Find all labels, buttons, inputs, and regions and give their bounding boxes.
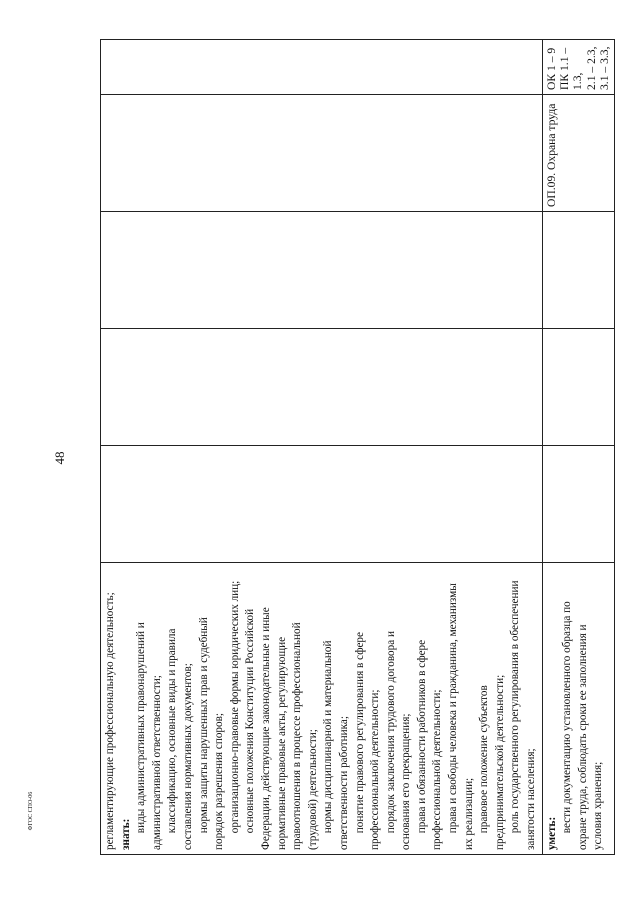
text-line: (трудовой) деятельности; bbox=[306, 729, 319, 850]
empty-cell bbox=[101, 212, 543, 329]
text-line: порядок разрешения споров; bbox=[213, 713, 226, 850]
text-line: уметь: bbox=[545, 816, 558, 850]
text-line: основания его прекращения; bbox=[400, 713, 413, 850]
standard-table bbox=[100, 39, 615, 855]
document-sheet bbox=[100, 40, 612, 855]
empty-cell bbox=[101, 329, 543, 446]
requirements-text bbox=[545, 567, 607, 850]
table-row bbox=[101, 40, 543, 855]
text-line: составления нормативных документов; bbox=[181, 663, 194, 850]
text-line: организационно-правовые формы юридических лиц; bbox=[228, 580, 241, 834]
text-line: права и обязанности работников в сфере bbox=[415, 639, 428, 834]
empty-cell bbox=[542, 212, 614, 329]
discipline-name: ОП.09. Охрана труда bbox=[544, 103, 558, 207]
competency-code: ОК 1 – 9 bbox=[544, 47, 558, 90]
table-row bbox=[542, 40, 614, 855]
text-line: регламентирующие профессиональную деятельность; bbox=[104, 592, 116, 850]
requirements-cell bbox=[101, 563, 543, 855]
text-line: понятие правового регулирования в сфере bbox=[353, 632, 366, 834]
empty-cell bbox=[101, 95, 543, 212]
competency-code: 2.1 – 2.3, bbox=[584, 46, 598, 90]
text-line: классификацию, основные виды и правила bbox=[166, 628, 179, 834]
text-line: профессиональной деятельности; bbox=[369, 689, 382, 850]
requirements-text bbox=[103, 567, 540, 850]
text-line: нормативные правовые акты, регулирующие bbox=[275, 636, 288, 850]
requirements-cell bbox=[542, 563, 614, 855]
footer-document-code: ФГОС СПО-06 bbox=[28, 791, 34, 831]
text-line: предпринимательской деятельности; bbox=[493, 674, 506, 850]
text-line: нормы защиты нарушенных прав и судебный bbox=[197, 617, 210, 834]
text-line: условия хранения; bbox=[592, 761, 605, 850]
text-line: роль государственного регулирования в обеспечении bbox=[509, 580, 522, 834]
text-line: правовое положение субъектов bbox=[478, 685, 491, 834]
text-line: их реализации; bbox=[462, 777, 475, 850]
competency-code: 3.1 – 3.3, bbox=[598, 46, 612, 90]
empty-cell bbox=[542, 329, 614, 446]
competencies-cell bbox=[542, 40, 614, 95]
competency-code: ПК 1.1 – 1.3, bbox=[558, 47, 585, 90]
text-line: права и свободы человека и гражданина, механизмы bbox=[447, 583, 460, 834]
text-line: правоотношения в процессе профессиональной bbox=[291, 622, 304, 850]
competencies-list bbox=[545, 44, 612, 90]
text-line: занятости населения; bbox=[525, 748, 538, 850]
text-line: нормы дисциплинарной и материальной bbox=[322, 640, 335, 834]
text-line: охране труда, соблюдать сроки ее заполнения и bbox=[576, 624, 589, 850]
text-line: административной ответственности; bbox=[150, 675, 163, 850]
text-line: виды административных правонарушений и bbox=[135, 622, 148, 834]
empty-cell bbox=[101, 446, 543, 563]
text-line: профессиональной деятельности; bbox=[431, 689, 444, 850]
text-line: Федерации, действующие законодательные и иные bbox=[259, 607, 272, 850]
text-line: вести документацию установленного образца по bbox=[561, 601, 574, 834]
text-line: порядок заключения трудового договора и bbox=[384, 631, 397, 834]
discipline-cell bbox=[542, 95, 614, 212]
text-line: ответственности работника; bbox=[337, 716, 350, 850]
empty-cell bbox=[101, 40, 543, 95]
text-line: знать: bbox=[119, 818, 132, 850]
text-line: основные положения Конституции Российской bbox=[244, 608, 257, 834]
page-number: 48 bbox=[52, 451, 67, 465]
empty-cell bbox=[542, 446, 614, 563]
